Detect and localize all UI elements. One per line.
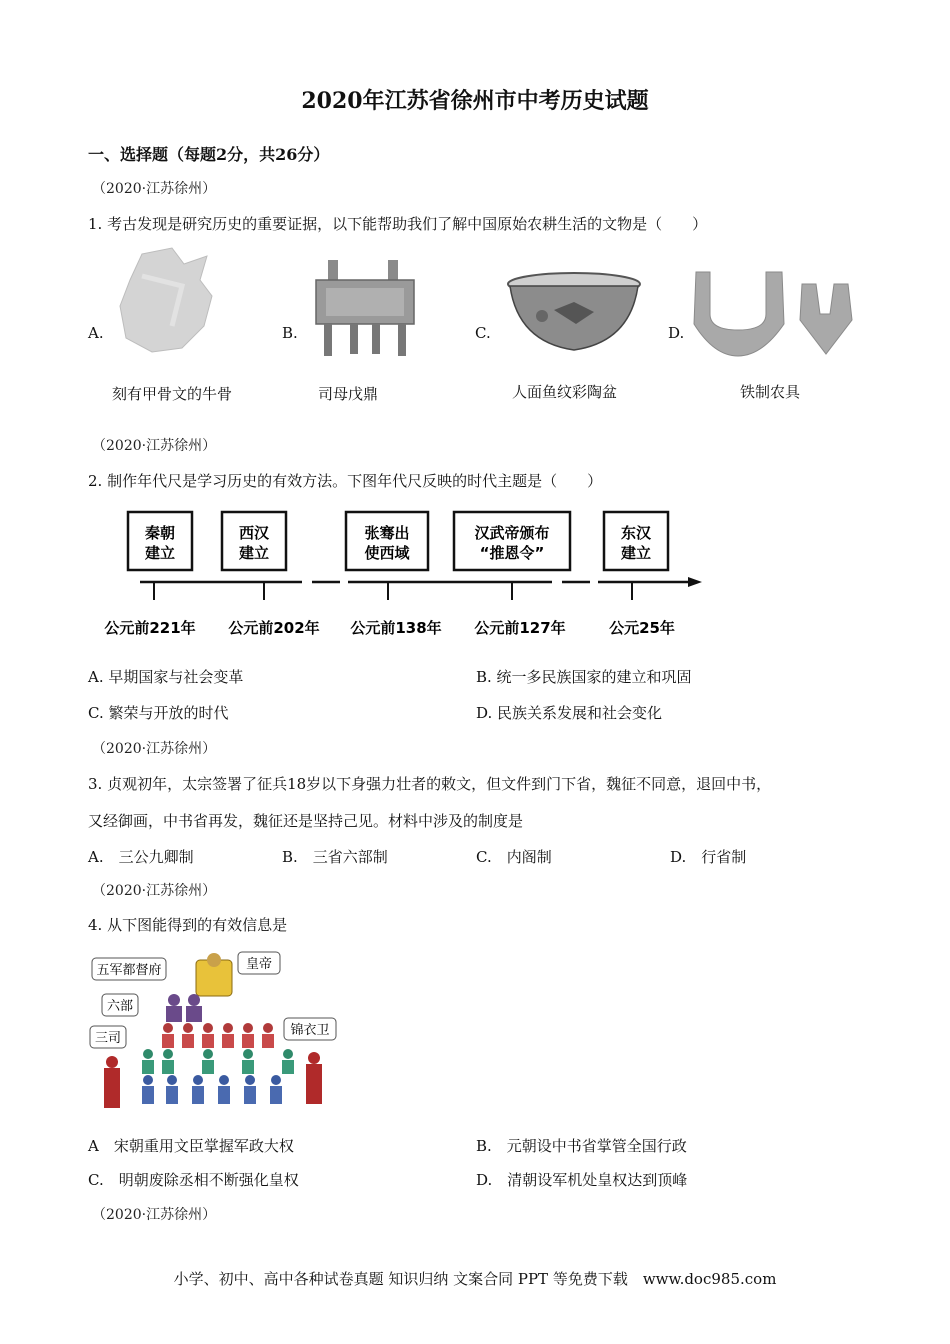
q1-option-c-letter: C. — [475, 324, 491, 342]
q2-option-a: A. 早期国家与社会变革 — [88, 668, 244, 686]
oracle-bone-image — [112, 246, 222, 356]
label-sansi: 三司 — [94, 1031, 122, 1046]
q3-option-c: C. 内阁制 — [476, 848, 552, 866]
question-source: （2020·江苏徐州） — [92, 438, 217, 454]
timeline-date: 公元25年 — [609, 619, 675, 637]
label-liubu: 六部 — [106, 999, 134, 1014]
question-3-stem-line1: 3. 贞观初年，太宗签署了征兵18岁以下身强力壮者的敕文，但文件到门下省，魏征不同意，退回中书， — [88, 775, 772, 793]
timeline-event-box — [454, 512, 570, 570]
q1-option-a-caption: 刻有甲骨文的牛骨 — [112, 385, 233, 403]
timeline-date: 公元前138年 — [350, 619, 442, 637]
timeline-event-line2: 建立 — [144, 544, 176, 562]
question-source: （2020·江苏徐州） — [92, 883, 217, 899]
question-4-stem: 4. 从下图能得到的有效信息是 — [88, 916, 288, 934]
q1-option-a-letter: A. — [88, 324, 104, 342]
timeline-event-line1: 西汉 — [238, 524, 270, 542]
timeline-event-line2: 使西域 — [364, 544, 410, 562]
section-heading: 一、选择题（每题2分，共26分） — [88, 145, 330, 164]
timeline-event-box — [604, 512, 668, 570]
q4-option-d: D. 清朝设军机处皇权达到顶峰 — [476, 1171, 688, 1189]
timeline-diagram — [96, 506, 716, 646]
timeline-date: 公元前221年 — [104, 619, 196, 637]
question-2-stem: 2. 制作年代尺是学习历史的有效方法。下图年代尺反映的时代主题是（ ） — [88, 472, 603, 490]
q2-option-b: B. 统一多民族国家的建立和巩固 — [476, 668, 692, 686]
painted-pottery-basin-image — [504, 270, 644, 354]
timeline-event-box — [346, 512, 428, 570]
q2-option-c: C. 繁荣与开放的时代 — [88, 704, 229, 722]
label-wujun-dudufu: 五军都督府 — [96, 963, 162, 978]
question-3-stem-line2: 又经御画，中书省再发，魏征还是坚持己见。材料中涉及的制度是 — [88, 812, 524, 830]
timeline-date: 公元前202年 — [228, 619, 320, 637]
q1-option-d-letter: D. — [668, 324, 685, 342]
q3-option-a: A. 三公九卿制 — [88, 848, 194, 866]
timeline-event-line2: 建立 — [238, 544, 270, 562]
timeline-event-line1: 张骞出 — [364, 524, 410, 542]
question-source: （2020·江苏徐州） — [92, 741, 217, 757]
q4-option-c: C. 明朝废除丞相不断强化皇权 — [88, 1171, 299, 1189]
q1-option-c-caption: 人面鱼纹彩陶盆 — [512, 383, 618, 401]
timeline-date: 公元前127年 — [474, 619, 566, 637]
ming-court-illustration — [88, 948, 348, 1118]
question-1-stem: 1. 考古发现是研究历史的重要证据，以下能帮助我们了解中国原始农耕生活的文物是（ ） — [88, 215, 708, 233]
timeline-event-line1: 汉武帝颁布 — [474, 524, 550, 542]
iron-farm-tools-image — [692, 270, 862, 358]
q3-option-b: B. 三省六部制 — [282, 848, 388, 866]
timeline-event-line1: 秦朝 — [144, 524, 176, 542]
q3-option-d: D. 行省制 — [670, 848, 747, 866]
q2-option-d: D. 民族关系发展和社会变化 — [476, 704, 663, 722]
timeline-event-line2: “推恩令” — [479, 544, 545, 562]
page-title: 2020年江苏省徐州市中考历史试题 — [301, 88, 649, 114]
label-emperor: 皇帝 — [245, 957, 273, 972]
q1-option-b-letter: B. — [282, 324, 298, 342]
page-footer: 小学、初中、高中各种试卷真题 知识归纳 文案合同 PPT 等免费下载 www.doc985.com — [173, 1270, 777, 1288]
q1-option-d-caption: 铁制农具 — [740, 383, 801, 401]
timeline-event-box — [128, 512, 192, 570]
q4-option-b: B. 元朝设中书省掌管全国行政 — [476, 1137, 687, 1155]
timeline-event-line2: 建立 — [620, 544, 652, 562]
label-jinyiwei: 锦衣卫 — [290, 1023, 330, 1038]
q1-option-b-caption: 司母戊鼎 — [318, 385, 379, 403]
question-source: （2020·江苏徐州） — [92, 181, 217, 197]
question-source: （2020·江苏徐州） — [92, 1207, 217, 1223]
timeline-event-box — [222, 512, 286, 570]
timeline-event-line1: 东汉 — [620, 524, 652, 542]
simuwu-ding-image — [310, 254, 420, 360]
q4-option-a: A 宋朝重用文臣掌握军政大权 — [88, 1137, 294, 1155]
